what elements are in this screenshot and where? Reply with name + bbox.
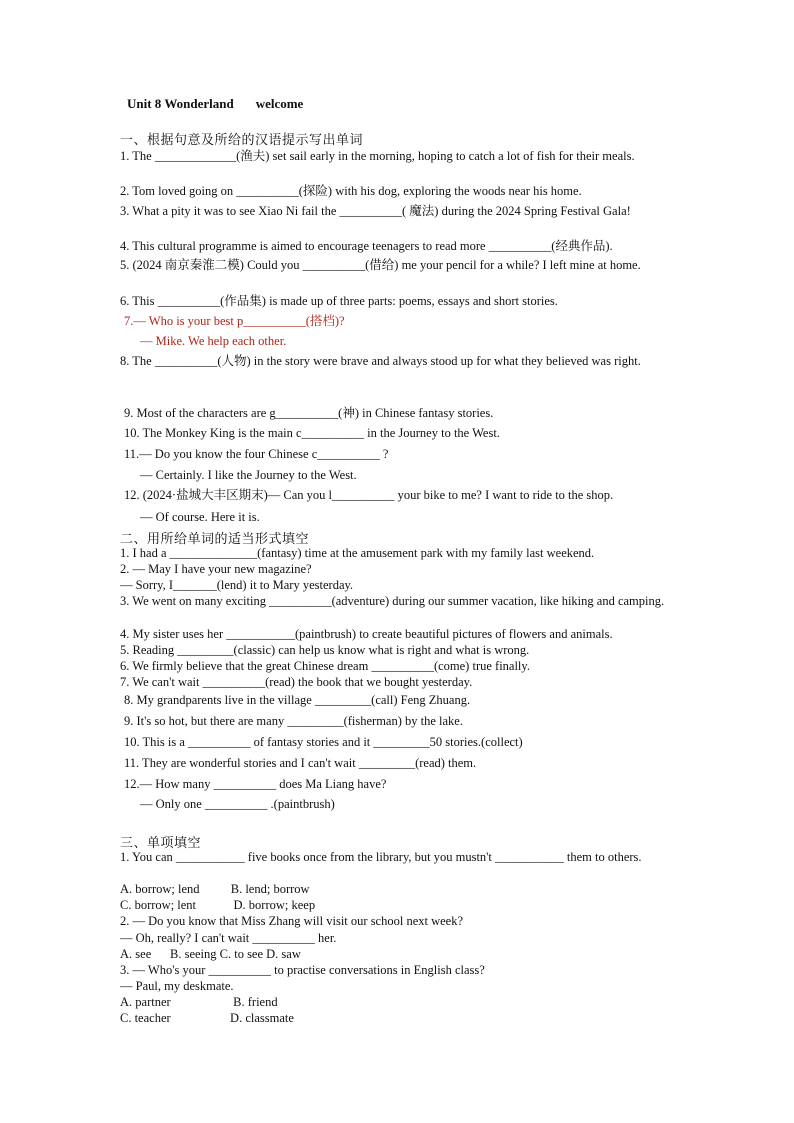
s3-item-3-options-cd: C. teacher D. classmate <box>120 1011 294 1025</box>
section-1-heading: 一、根据句意及所给的汉语提示写出单词 <box>120 133 364 148</box>
s1-item-11-question: 11.— Do you know the four Chinese c__________ ? <box>124 447 389 461</box>
s2-item-12-answer: — Only one __________ .(paintbrush) <box>140 797 335 811</box>
s2-item-3: 3. We went on many exciting __________(adventure) during our summer vacation, like hiking and camping. <box>120 594 665 608</box>
s1-item-6: 6. This __________(作品集) is made up of three parts: poems, essays and short stories. <box>120 294 558 308</box>
s1-item-2: 2. Tom loved going on __________(探险) with his dog, exploring the woods near his home. <box>120 184 582 198</box>
s1-item-12-question: 12. (2024·盐城大丰区期末)— Can you l__________ your bike to me? I want to ride to the shop. <box>124 488 614 502</box>
s3-item-2-question: 2. — Do you know that Miss Zhang will visit our school next week? <box>120 914 464 928</box>
s1-item-10: 10. The Monkey King is the main c__________ in the Journey to the West. <box>124 426 500 440</box>
s3-item-2-response: — Oh, really? I can't wait __________ her. <box>120 931 337 945</box>
s3-item-3-options-ab: A. partner B. friend <box>120 995 278 1009</box>
s1-item-7-answer: — Mike. We help each other. <box>140 334 287 348</box>
s2-item-1: 1. I had a ______________(fantasy) time at the amusement park with my family last weekend. <box>120 546 595 560</box>
s3-item-1-options-ab: A. borrow; lend B. lend; borrow <box>120 882 310 896</box>
section-2-heading: 二、用所给单词的适当形式填空 <box>120 532 310 547</box>
s1-item-7-question: 7.— Who is your best p__________(搭档)? <box>124 314 345 328</box>
unit-title: Unit 8 Wonderland <box>127 96 234 111</box>
s1-item-4: 4. This cultural programme is aimed to encourage teenagers to read more __________(经典作品). <box>120 239 613 253</box>
s2-item-12-question: 12.— How many __________ does Ma Liang have? <box>124 777 387 791</box>
s1-item-11-answer: — Certainly. I like the Journey to the West. <box>140 468 357 482</box>
s2-item-7: 7. We can't wait __________(read) the book that we bought yesterday. <box>120 675 473 689</box>
s1-item-1: 1. The _____________(渔夫) set sail early in the morning, hoping to catch a lot of fish for their meals. <box>120 149 635 163</box>
s1-item-12-answer: — Of course. Here it is. <box>140 510 260 524</box>
s2-item-2-answer: — Sorry, I_______(lend) it to Mary yesterday. <box>120 578 354 592</box>
unit-part: welcome <box>255 96 304 111</box>
s3-item-2-options: A. see B. seeing C. to see D. saw <box>120 947 301 961</box>
s3-item-1: 1. You can ___________ five books once from the library, but you mustn't ___________ them to others. <box>120 850 642 864</box>
s2-item-11: 11. They are wonderful stories and I can't wait _________(read) them. <box>124 756 477 770</box>
s2-item-8: 8. My grandparents live in the village _________(call) Feng Zhuang. <box>124 693 471 707</box>
s2-item-10: 10. This is a __________ of fantasy stories and it _________50 stories.(collect) <box>124 735 523 749</box>
s3-item-1-options-cd: C. borrow; lent D. borrow; keep <box>120 898 316 912</box>
s2-item-4: 4. My sister uses her ___________(paintbrush) to create beautiful pictures of flowers and animals. <box>120 627 613 641</box>
s2-item-9: 9. It's so hot, but there are many _________(fisherman) by the lake. <box>124 714 463 728</box>
s1-item-5: 5. (2024 南京秦淮二模) Could you __________(借给) me your pencil for a while? I left mine at home. <box>120 258 641 272</box>
s3-item-3-response: — Paul, my deskmate. <box>120 979 234 993</box>
s1-item-9: 9. Most of the characters are g__________(神) in Chinese fantasy stories. <box>124 406 494 420</box>
s2-item-5: 5. Reading _________(classic) can help us know what is right and what is wrong. <box>120 643 530 657</box>
s2-item-2-question: 2. — May I have your new magazine? <box>120 562 312 576</box>
worksheet-title <box>127 96 303 112</box>
section-3-heading: 三、单项填空 <box>120 836 202 851</box>
s1-item-8: 8. The __________(人物) in the story were brave and always stood up for what they believed was right. <box>120 354 641 368</box>
s1-item-3: 3. What a pity it was to see Xiao Ni fail the __________( 魔法) during the 2024 Spring Festival Gala! <box>120 204 631 218</box>
s3-item-3-question: 3. — Who's your __________ to practise conversations in English class? <box>120 963 485 977</box>
s2-item-6: 6. We firmly believe that the great Chinese dream __________(come) true finally. <box>120 659 530 673</box>
